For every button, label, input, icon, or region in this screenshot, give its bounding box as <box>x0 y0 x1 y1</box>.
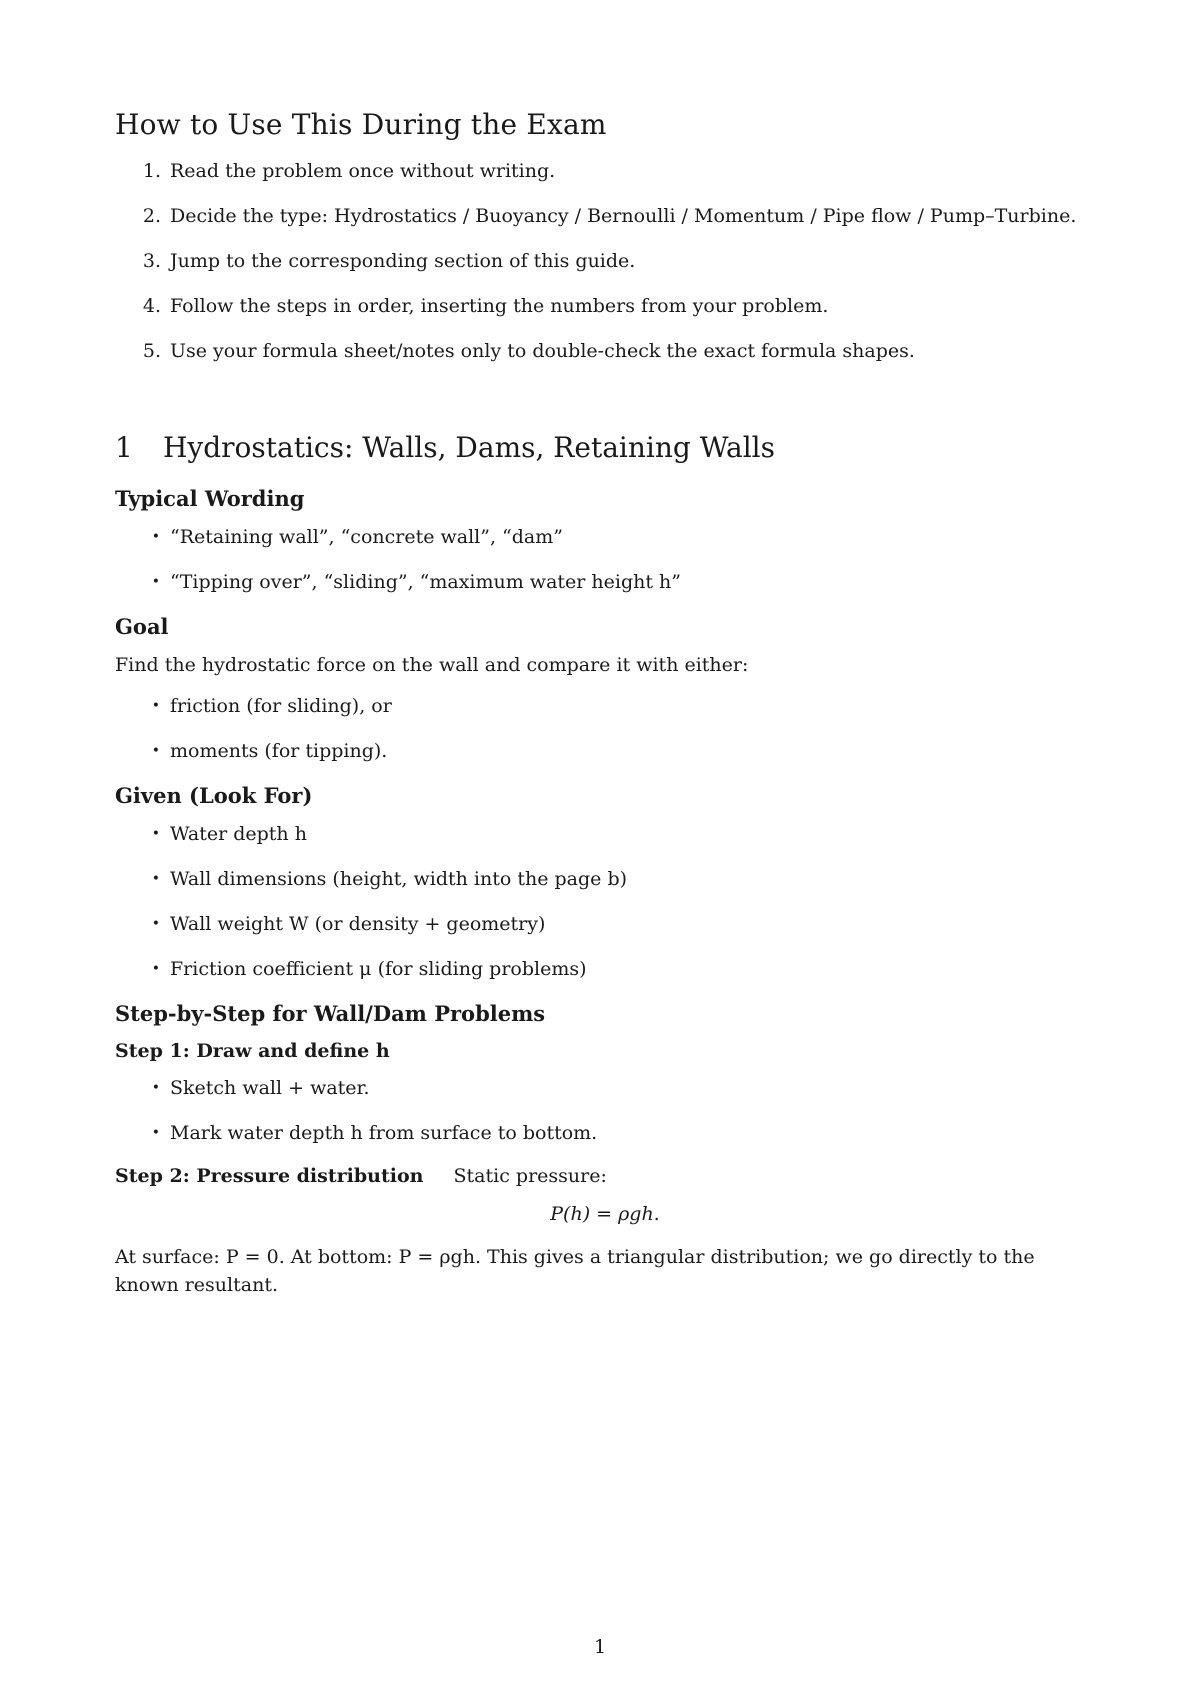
list-item: • friction (for sliding), or <box>115 692 1095 720</box>
bullet-icon: • <box>151 916 160 932</box>
list-item: 1. Read the problem once without writing. <box>142 160 556 182</box>
bullet-icon: • <box>151 698 160 714</box>
page-number: 1 <box>593 1636 607 1658</box>
step2-line <box>115 1165 1095 1187</box>
bullet-icon: • <box>151 574 160 590</box>
goal-list <box>115 692 1095 765</box>
list-item: • Mark water depth h from surface to bottom. <box>115 1119 1095 1147</box>
section-title <box>115 431 1095 464</box>
given-heading: Given (Look For) <box>115 783 313 808</box>
step2-text: At surface: P = 0. At bottom: P = ρgh. This gives a triangular distribution; we go directly to the known resultant. <box>115 1246 1035 1296</box>
bullet-icon: • <box>151 529 160 545</box>
list-item: • Wall weight W (or density + geometry) <box>115 910 1095 938</box>
list-item: • “Tipping over”, “sliding”, “maximum water height h” <box>115 568 1095 596</box>
goal-heading: Goal <box>115 614 169 639</box>
bullet-icon: • <box>151 1125 160 1141</box>
list-item: • Water depth h <box>115 820 1095 848</box>
list-item: 3. Jump to the corresponding section of this guide. <box>142 250 636 272</box>
step1-list <box>115 1074 1095 1147</box>
pressure-equation: P(h) = ρgh. <box>550 1203 660 1225</box>
list-item: • Wall dimensions (height, width into the page b) <box>115 865 1095 893</box>
goal-text: Find the hydrostatic force on the wall and compare it with either: <box>115 654 749 676</box>
list-item: • moments (for tipping). <box>115 737 1095 765</box>
bullet-icon: • <box>151 826 160 842</box>
given-list <box>115 820 1095 983</box>
document-page <box>115 108 1095 1299</box>
typical-wording-list <box>115 523 1095 596</box>
typical-wording-heading: Typical Wording <box>115 486 305 511</box>
intro-steps-list <box>115 157 1095 365</box>
step2-lead: Static pressure: <box>453 1165 607 1187</box>
list-item: 2. Decide the type: Hydrostatics / Buoyancy / Bernoulli / Momentum / Pipe flow / Pump–Turbine. <box>142 205 1077 227</box>
list-item: 5. Use your formula sheet/notes only to double-check the exact formula shapes. <box>142 340 915 362</box>
step2-label: Step 2: Pressure distribution <box>115 1165 424 1187</box>
step1-label: Step 1: Draw and define h <box>115 1040 390 1062</box>
list-item: 4. Follow the steps in order, inserting the numbers from your problem. <box>142 295 829 317</box>
bullet-icon: • <box>151 743 160 759</box>
section-title-text: Hydrostatics: Walls, Dams, Retaining Walls <box>163 431 776 464</box>
list-item: • Sketch wall + water. <box>115 1074 1095 1102</box>
bullet-icon: • <box>151 871 160 887</box>
list-item: • “Retaining wall”, “concrete wall”, “dam” <box>115 523 1095 551</box>
procedure-heading: Step-by-Step for Wall/Dam Problems <box>115 1001 546 1026</box>
bullet-icon: • <box>151 961 160 977</box>
section-number: 1 <box>115 431 133 464</box>
intro-title: How to Use This During the Exam <box>115 108 607 141</box>
list-item: • Friction coefficient μ (for sliding problems) <box>115 955 1095 983</box>
bullet-icon: • <box>151 1080 160 1096</box>
